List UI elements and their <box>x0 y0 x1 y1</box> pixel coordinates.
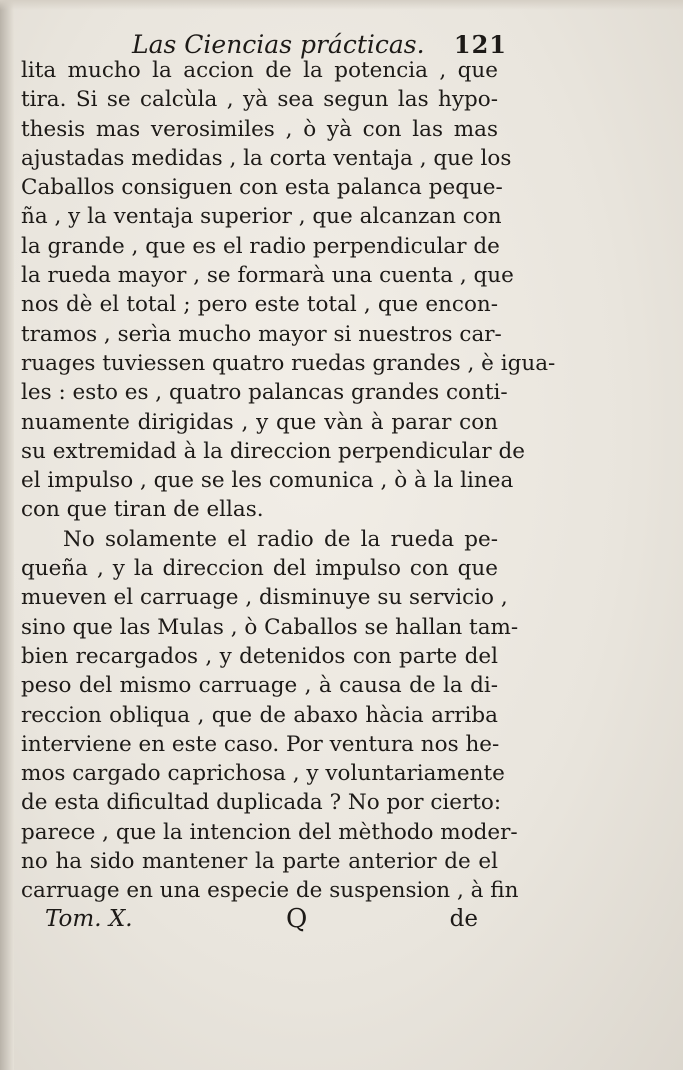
text-line: de esta dificultad duplicada ? No por cierto: <box>21 790 502 816</box>
volume-label: Tom. X. <box>45 906 133 932</box>
text-line: no ha sido mantener la parte anterior de el <box>21 849 498 875</box>
text-line: thesis mas verosimiles , ò yà con las mas <box>21 116 498 142</box>
page-gutter-shadow <box>0 0 14 1070</box>
text-line: ruages tuviessen quatro ruedas grandes , è igua- <box>21 350 556 376</box>
body-text <box>21 56 556 906</box>
text-line: la rueda mayor , se formarà una cuenta , que <box>21 263 514 289</box>
text-line: sino que las Mulas , ò Caballos se hallan tam- <box>21 614 519 640</box>
text-line: la grande , que es el radio perpendicular de <box>21 233 500 259</box>
text-line: tira. Si se calcùla , yà sea segun las hypo- <box>21 87 498 113</box>
text-line: nos dè el total ; pero este total , que encon- <box>21 292 498 318</box>
text-line: reccion obliqua , que de abaxo hàcia arriba <box>21 702 498 728</box>
text-line: ajustadas medidas , la corta ventaja , que los <box>21 145 512 171</box>
text-line: ña , y la ventaja superior , que alcanzan con <box>21 204 502 230</box>
text-line: parece , que la intencion del mèthodo moder- <box>21 819 518 845</box>
text-line: mos cargado caprichosa , y voluntariamente <box>21 761 505 787</box>
text-line: mueven el carruage , disminuye su servicio , <box>21 585 508 611</box>
text-line: lita mucho la accion de la potencia , que <box>21 58 498 83</box>
text-line: interviene en este caso. Por ventura nos he- <box>21 731 500 757</box>
text-line: su extremidad à la direccion perpendicular de <box>21 438 525 464</box>
text-line: nuamente dirigidas , y que vàn à parar con <box>21 409 498 435</box>
text-line: bien recargados , y detenidos con parte del <box>21 643 498 669</box>
page-top-edge <box>0 0 683 10</box>
text-line: queña , y la direccion del impulso con que <box>21 556 498 582</box>
catchword: de <box>449 906 478 932</box>
page-footer <box>21 906 498 940</box>
paragraph-end-line: con que tiran de ellas. <box>21 497 264 523</box>
text-line: carruage en una especie de suspension , à fin <box>21 878 519 904</box>
text-line: el impulso , que se les comunica , ò à la linea <box>21 468 514 494</box>
text-line: les : esto es , quatro palancas grandes conti- <box>21 380 508 406</box>
text-line: tramos , serìa mucho mayor si nuestros car- <box>21 321 502 347</box>
text-line: Caballos consiguen con esta palanca peque- <box>21 175 503 201</box>
paragraph-start-line: No solamente el radio de la rueda pe- <box>63 526 498 552</box>
text-line: peso del mismo carruage , à causa de la di- <box>21 673 498 699</box>
page-number: 121 <box>453 30 507 59</box>
signature-mark: Q <box>286 904 308 934</box>
running-title: Las Ciencias prácticas. <box>132 30 425 59</box>
